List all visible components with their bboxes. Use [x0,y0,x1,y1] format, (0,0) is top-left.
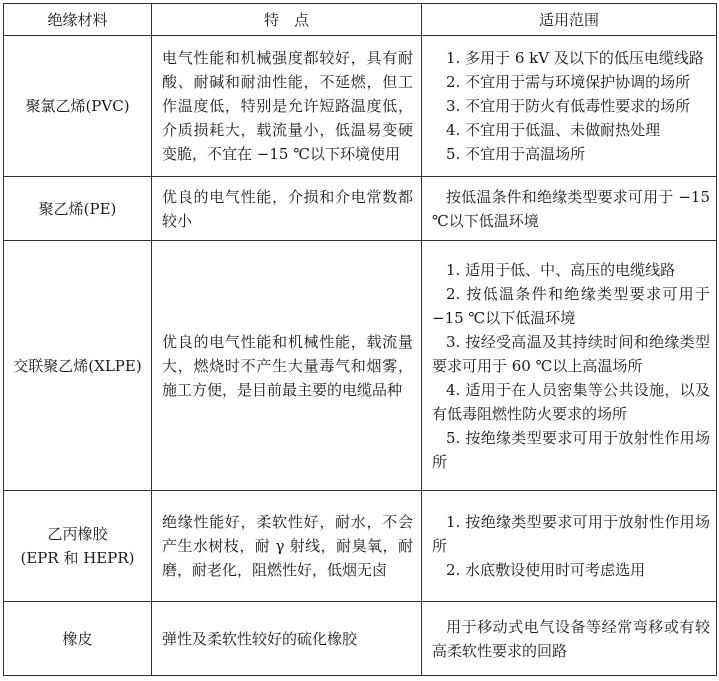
features-cell: 优良的电气性能，介损和介电常数都较小 [152,177,422,241]
applicability-item: 1. 适用于低、中、高压的电缆线路 [446,260,676,279]
applicability-item: 用于移动式电气设备等经常弯移或有较高柔软性要求的回路 [432,617,710,660]
material-name: 交联聚乙烯(XLPE) [13,356,142,375]
header-features: 特 点 [152,4,422,36]
header-applicability: 适用范围 [422,4,717,36]
material-cell [4,36,152,177]
applicability-cell [422,177,717,241]
header-material: 绝缘材料 [4,4,152,36]
applicability-item: 3. 按经受高温及其持续时间和绝缘类型要求可用于 60 ℃以上高温场所 [432,332,710,375]
applicability-item: 1. 多用于 6 kV 及以下的低压电缆线路 [446,49,704,67]
material-name-detail: (EPR 和 HEPR) [20,549,135,567]
material-name: 橡皮 [62,629,93,648]
features-cell: 绝缘性能好，柔软性好，耐水，不会产生水树枝，耐 γ 射线，耐臭氧，耐磨，耐老化，阻燃性好，低烟无卤 [152,491,422,602]
table-row [4,36,717,177]
insulation-materials-table [3,3,717,676]
table-row [4,491,717,602]
applicability-item: 1. 按绝缘类型要求可用于放射性作用场所 [432,513,710,555]
applicability-item: 按低温条件和绝缘类型要求可用于 −15 ℃以下低温环境 [432,187,710,230]
applicability-cell [422,36,717,177]
material-cell [4,602,152,676]
applicability-item: 2. 水底敷设使用时可考虑选用 [446,561,646,579]
applicability-item: 4. 不宜用于低温、未做耐热处理 [446,121,661,139]
material-name: 聚氯乙烯(PVC) [25,97,130,115]
material-cell [4,491,152,602]
header-row [4,4,717,36]
applicability-item: 5. 按绝缘类型要求可用于放射性作用场所 [432,428,710,471]
table-row [4,241,717,491]
applicability-cell [422,602,717,676]
material-cell [4,177,152,241]
applicability-item: 5. 不宜用于高温场所 [446,145,586,163]
applicability-item: 2. 按低温条件和绝缘类型要求可用于 −15 ℃以下低温环境 [432,284,710,327]
applicability-cell [422,241,717,491]
table-row [4,602,717,676]
material-name: 乙丙橡胶 [47,525,108,543]
features-cell: 电气性能和机械强度都较好，具有耐酸、耐碱和耐油性能，不延燃，但工作温度低，特别是允许短路温度低，介质损耗大，载流量小，低温易变硬变脆，不宜在 −15 ℃以下环境使用 [152,36,422,177]
applicability-item: 2. 不宜用于需与环境保护协调的场所 [446,73,691,91]
features-cell: 优良的电气性能和机械性能，载流量大，燃烧时不产生大量毒气和烟雾，施工方便，是目前最主要的电缆品种 [152,241,422,491]
features-cell: 弹性及柔软性较好的硫化橡胶 [152,602,422,676]
material-name: 聚乙烯(PE) [38,199,117,218]
applicability-cell [422,491,717,602]
applicability-item: 4. 适用于在人员密集等公共设施，以及有低毒阻燃性防火要求的场所 [432,380,710,423]
table-row [4,177,717,241]
applicability-item: 3. 不宜用于防火有低毒性要求的场所 [446,97,691,115]
material-cell [4,241,152,491]
